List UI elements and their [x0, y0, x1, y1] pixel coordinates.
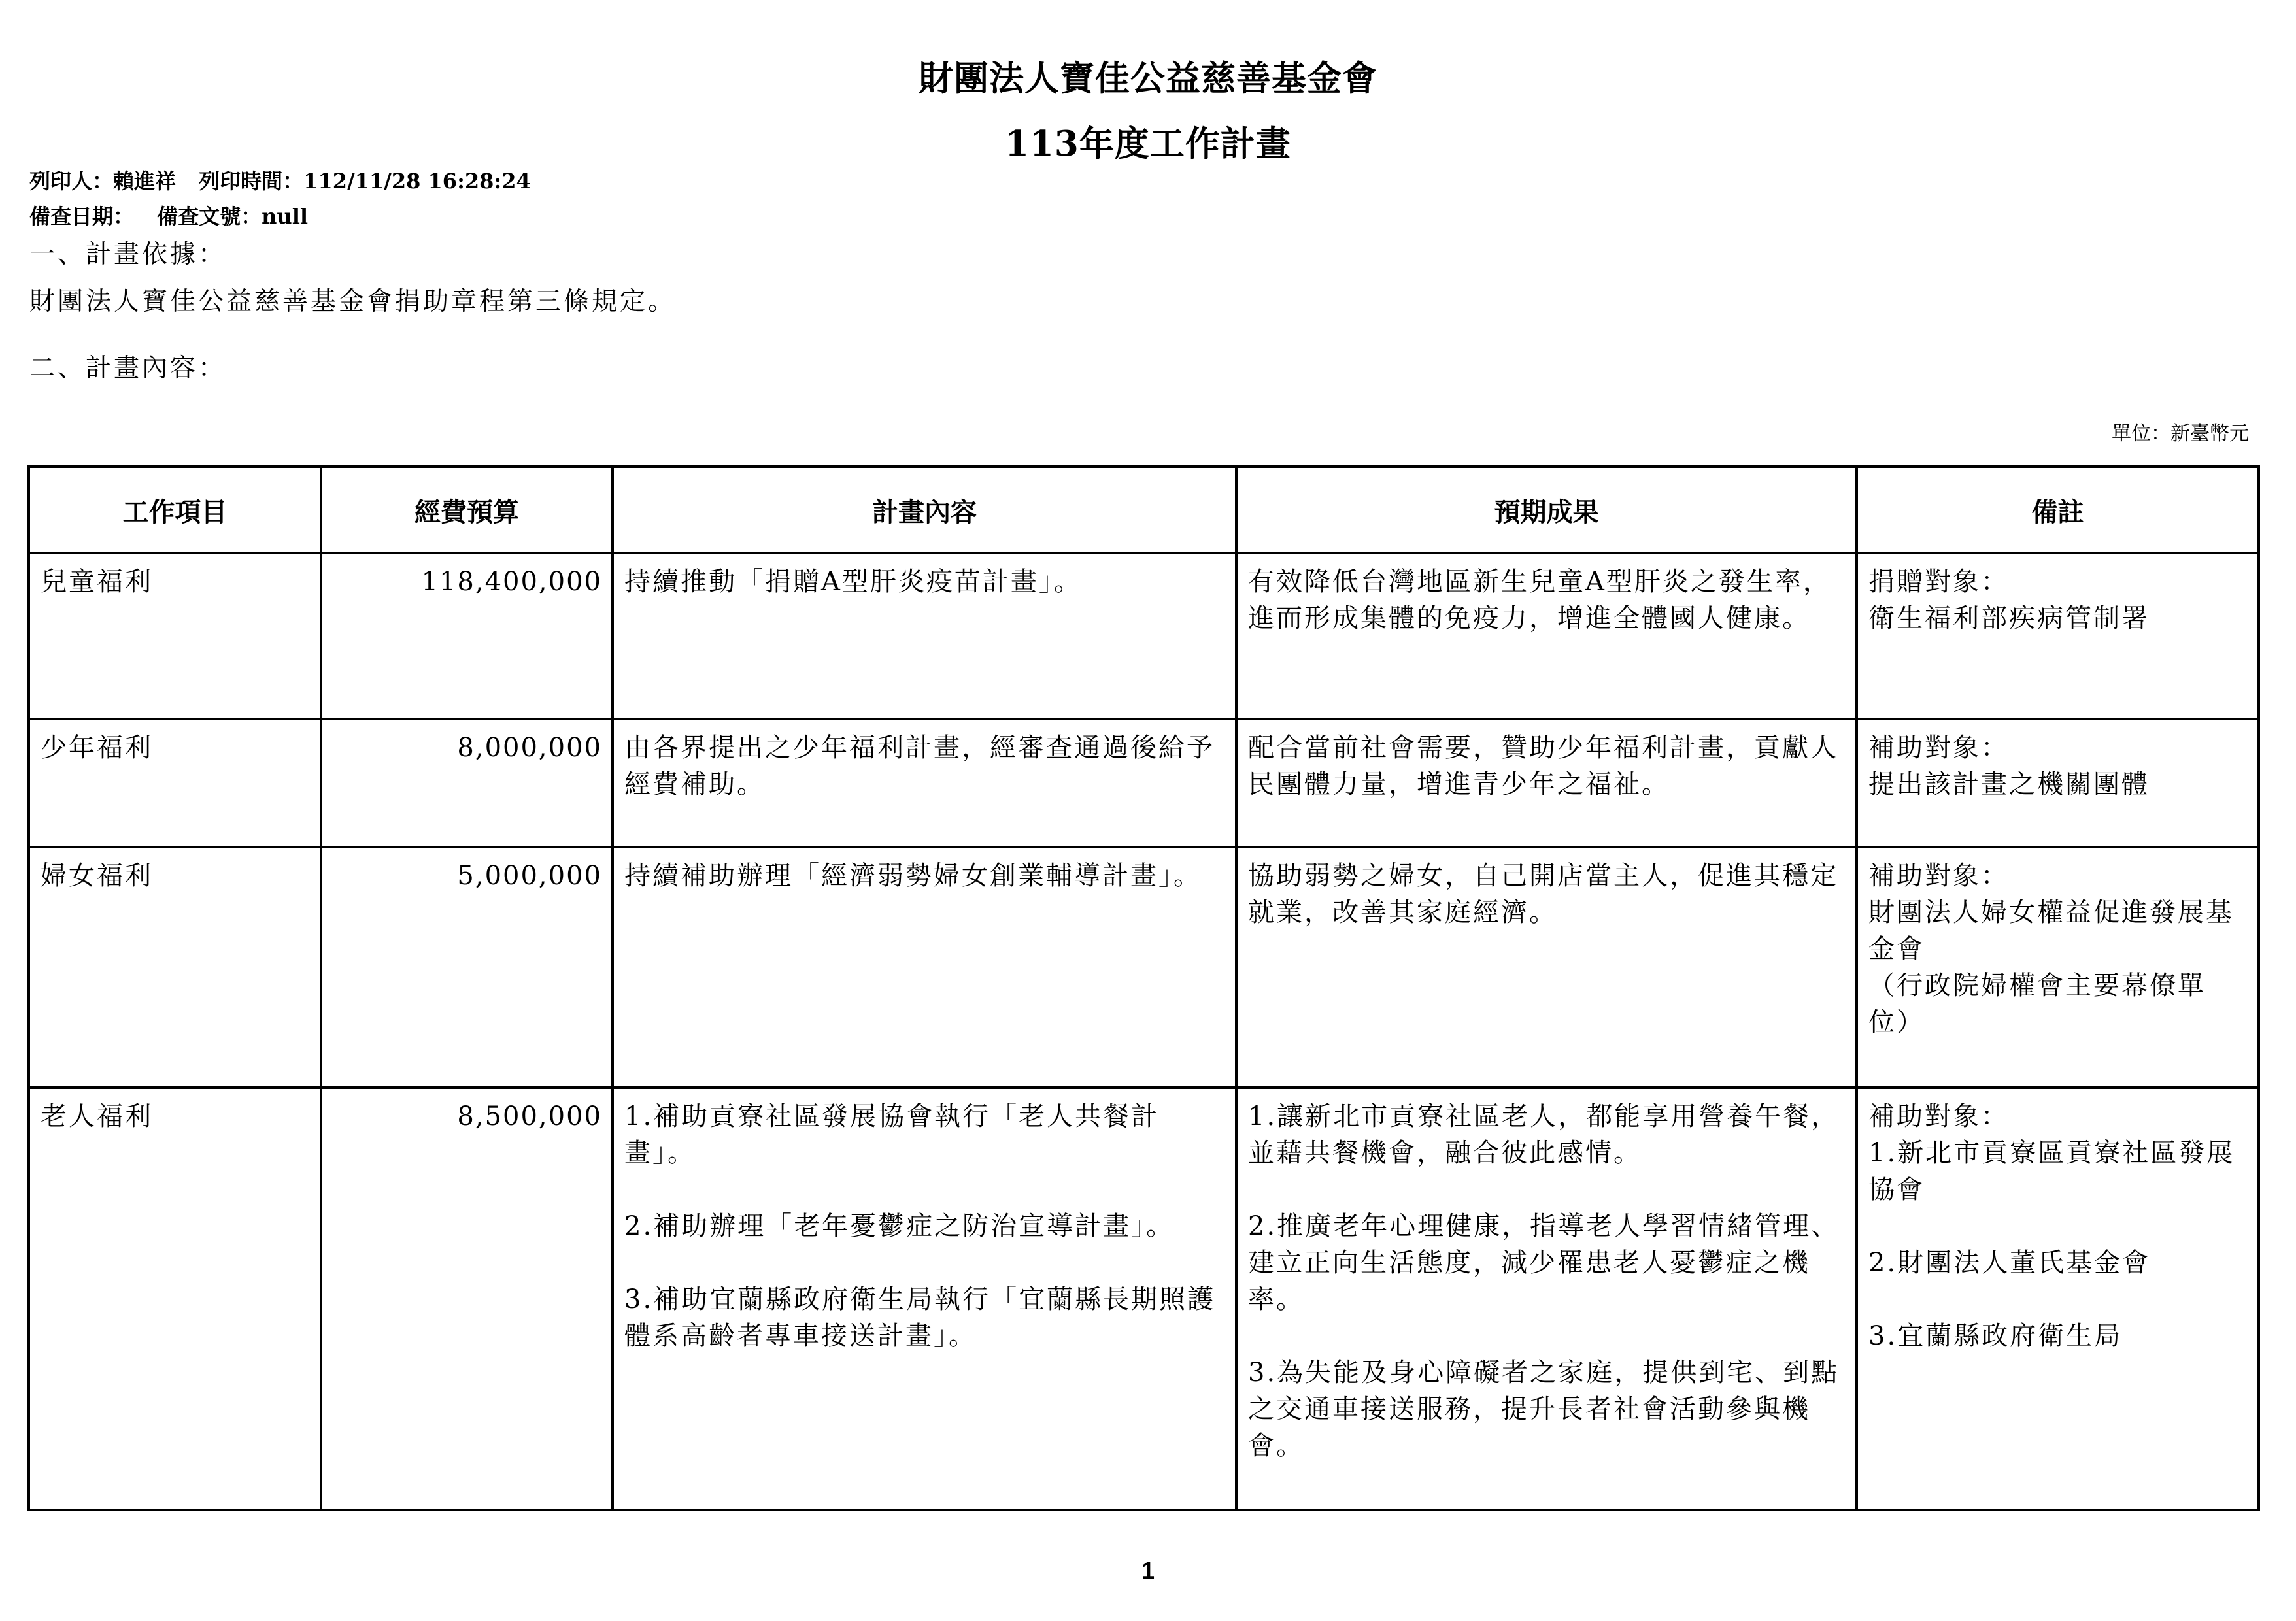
- row-content: [613, 1088, 1236, 1510]
- work-plan-table: [27, 465, 2260, 1511]
- content-line: 由各界提出之少年福利計畫，經審查通過後給予經費補助。: [624, 733, 1215, 799]
- content-line: 3.補助宜蘭縣政府衛生局執行「宜蘭縣長期照護體系高齡者專車接送計畫」。: [624, 1284, 1216, 1351]
- row-remarks: [1857, 1088, 2259, 1510]
- table-row: [29, 719, 2259, 847]
- print-time: 列印時間：112/11/28 16:28:24: [199, 169, 531, 193]
- header-plan-content: 計畫內容: [613, 467, 1236, 553]
- basis-heading: 一、計畫依據：: [29, 240, 227, 269]
- remarks-line: （行政院婦權會主要幕僚單位）: [1868, 971, 2206, 1037]
- row-item: 老人福利: [29, 1088, 321, 1510]
- check-date: 備查日期：: [29, 204, 135, 229]
- remarks-line: 3.宜蘭縣政府衛生局: [1868, 1321, 2123, 1351]
- row-content: [613, 847, 1236, 1088]
- header-work-item: 工作項目: [29, 467, 321, 553]
- outcome-line: 3.為失能及身心障礙者之家庭，提供到宅、到點之交通車接送服務，提升長者社會活動參與機會。: [1248, 1358, 1840, 1461]
- remarks-line: 2.財團法人董氏基金會: [1868, 1248, 2151, 1278]
- content-line: 持續推動「捐贈A型肝炎疫苗計畫」。: [624, 567, 1082, 597]
- remarks-line: 補助對象：: [1868, 861, 2009, 891]
- row-budget: 5,000,000: [321, 847, 613, 1088]
- header-remarks: 備註: [1857, 467, 2259, 553]
- outcome-line: 1.讓新北市貢寮社區老人，都能享用營養午餐，並藉共餐機會，融合彼此感情。: [1248, 1101, 1840, 1168]
- row-outcome: [1236, 553, 1857, 719]
- header-expected-outcome: 預期成果: [1236, 467, 1857, 553]
- remarks-line: 提出該計畫之機關團體: [1868, 769, 2150, 799]
- row-outcome: [1236, 1088, 1857, 1510]
- document-title: 財團法人寶佳公益慈善基金會: [919, 58, 1377, 99]
- content-line: 1.補助貢寮社區發展協會執行「老人共餐計畫」。: [624, 1101, 1160, 1168]
- row-remarks: [1857, 847, 2259, 1088]
- remarks-line: 衛生福利部疾病管制署: [1868, 603, 2150, 633]
- remarks-line: 財團法人婦女權益促進發展基金會: [1868, 897, 2234, 964]
- row-budget: 118,400,000: [321, 553, 613, 719]
- check-info-line: [29, 200, 324, 230]
- row-content: [613, 719, 1236, 847]
- table-header-row: [29, 467, 2259, 553]
- row-remarks: [1857, 553, 2259, 719]
- row-outcome: [1236, 847, 1857, 1088]
- row-budget: 8,500,000: [321, 1088, 613, 1510]
- row-budget: 8,000,000: [321, 719, 613, 847]
- row-remarks: [1857, 719, 2259, 847]
- row-content: [613, 553, 1236, 719]
- outcome-line: 協助弱勢之婦女，自己開店當主人，促進其穩定就業，改善其家庭經濟。: [1248, 861, 1838, 927]
- outcome-line: 有效降低台灣地區新生兒童A型肝炎之發生率，進而形成集體的免疫力，增進全體國人健康。: [1248, 567, 1831, 633]
- remarks-line: 1.新北市貢寮區貢寮社區發展協會: [1868, 1138, 2235, 1205]
- basis-text: 財團法人寶佳公益慈善基金會捐助章程第三條規定。: [29, 287, 677, 316]
- header-budget: 經費預算: [321, 467, 613, 553]
- printer-name: 列印人：賴進祥: [29, 169, 177, 193]
- outcome-line: 2.推廣老年心理健康，指導老人學習情緒管理、建立正向生活態度，減少罹患老人憂鬱症之機率。: [1248, 1211, 1840, 1314]
- table-row: [29, 553, 2259, 719]
- remarks-line: 捐贈對象：: [1868, 567, 2009, 597]
- check-doc-number: 備查文號：null: [157, 204, 309, 229]
- page-number: 1: [1141, 1557, 1155, 1584]
- table-row: [29, 847, 2259, 1088]
- remarks-line: 補助對象：: [1868, 733, 2009, 763]
- currency-unit-note: 單位：新臺幣元: [2112, 422, 2249, 445]
- row-outcome: [1236, 719, 1857, 847]
- table-row: [29, 1088, 2259, 1510]
- document-subtitle: 113年度工作計畫: [1005, 124, 1291, 164]
- row-item: 少年福利: [29, 719, 321, 847]
- row-item: 婦女福利: [29, 847, 321, 1088]
- print-info-line: [29, 165, 547, 195]
- outcome-line: 配合當前社會需要，贊助少年福利計畫，貢獻人民團體力量，增進青少年之福祉。: [1248, 733, 1838, 799]
- content-heading: 二、計畫內容：: [29, 354, 227, 383]
- remarks-line: 補助對象：: [1868, 1101, 2009, 1131]
- row-item: 兒童福利: [29, 553, 321, 719]
- content-line: 2.補助辦理「老年憂鬱症之防治宣導計畫」。: [624, 1211, 1175, 1241]
- content-line: 持續補助辦理「經濟弱勢婦女創業輔導計畫」。: [624, 861, 1202, 891]
